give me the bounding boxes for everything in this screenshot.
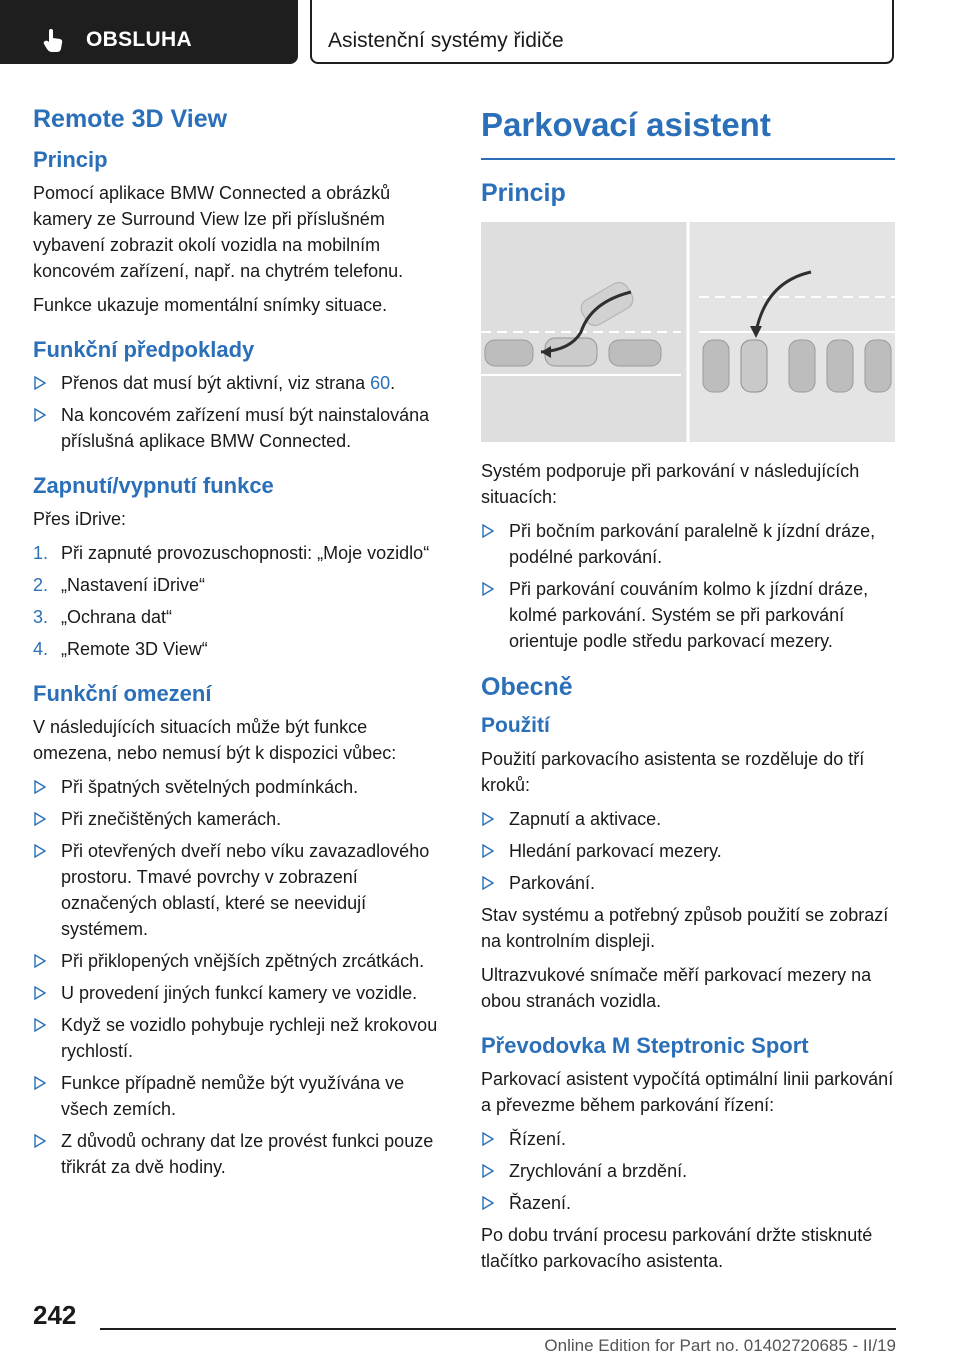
list-item — [481, 518, 895, 570]
list-item-text: Řízení. — [509, 1129, 567, 1149]
triangle-bullet-icon — [33, 1018, 47, 1032]
pouziti-text-3: Ultrazvukové snímače měří parkovací mezery na obou stranách vozidla. — [481, 965, 872, 1011]
omezeni-heading: Funkční omezení — [33, 681, 212, 706]
triangle-bullet-icon — [33, 954, 47, 968]
left-column — [33, 96, 447, 1186]
right-column — [481, 96, 895, 1282]
omezeni-list — [33, 774, 447, 1180]
triangle-bullet-icon — [33, 844, 47, 858]
list-item-text: Při bočním parkování paralelně k jízdní dráze, podélné parkování. — [509, 521, 876, 567]
omezeni-intro: V následujících situacích může být funkce omezena, nebo nemusí být k dispozici vůbec: — [33, 717, 397, 763]
pouziti-heading: Použití — [481, 714, 550, 737]
triangle-bullet-icon — [33, 408, 47, 422]
step-number: 3. — [33, 607, 49, 627]
breadcrumb — [310, 0, 894, 64]
list-item-text: Přenos dat musí být aktivní, viz strana — [61, 373, 371, 393]
step-text: Při zapnuté provozuschopnosti: „Moje vozidlo“ — [61, 543, 430, 563]
list-item — [33, 948, 447, 974]
triangle-bullet-icon — [481, 1196, 495, 1210]
step-number: 2. — [33, 575, 49, 595]
page-header — [0, 0, 960, 68]
triangle-bullet-icon — [481, 1164, 495, 1178]
prevodovka-text-2: Po dobu trvání procesu parkování držte stisknuté tlačítko parkovacího asistenta. — [481, 1225, 873, 1271]
list-item — [33, 838, 447, 942]
page-number: 242 — [33, 1300, 77, 1330]
step-text: „Nastavení iDrive“ — [61, 575, 206, 595]
zapnuti-intro: Přes iDrive: — [33, 509, 127, 529]
prevodovka-list — [481, 1126, 895, 1216]
list-item-text: Hledání parkovací mezery. — [509, 841, 722, 861]
princip-list-right — [481, 518, 895, 654]
obecne-heading: Obecně — [481, 673, 573, 701]
remote-3d-view-title: Remote 3D View — [33, 105, 228, 133]
pouziti-text: Použití parkovacího asistenta se rozděluje do tří kroků: — [481, 749, 865, 795]
triangle-bullet-icon — [33, 812, 47, 826]
parking-illustration — [481, 222, 895, 442]
list-item-text: U provedení jiných funkcí kamery ve vozidle. — [61, 983, 418, 1003]
list-item-text: Při přiklopených vnějších zpětných zrcátkách. — [61, 951, 425, 971]
step-item — [33, 604, 447, 630]
list-item — [33, 1128, 447, 1180]
list-item-text: Na koncovém zařízení musí být nainstalována příslušná aplikace BMW Connected. — [61, 405, 430, 451]
list-item — [33, 980, 447, 1006]
list-item-text: Řazení. — [509, 1193, 572, 1213]
page-link[interactable]: 60 — [370, 373, 391, 393]
zapnuti-heading: Zapnutí/vypnutí funkce — [33, 473, 274, 498]
list-item-text: Když se vozidlo pohybuje rychleji než krokovou rychlostí. — [61, 1015, 438, 1061]
list-item-text: Zrychlování a brzdění. — [509, 1161, 688, 1181]
list-item — [33, 370, 447, 396]
list-item — [33, 1012, 447, 1064]
list-item — [481, 576, 895, 654]
list-item — [481, 870, 895, 896]
list-item-text: Při znečištěných kamerách. — [61, 809, 282, 829]
hand-icon — [40, 26, 68, 54]
step-text: „Ochrana dat“ — [61, 607, 173, 627]
list-item — [33, 774, 447, 800]
princip-text-right: Systém podporuje při parkování v následujících situacích: — [481, 461, 860, 507]
step-item — [33, 636, 447, 662]
list-item-text: Při parkování couváním kolmo k jízdní dráze, kolmé parkování. Systém se při parkování orientuje podle středu parkovací mezery. — [509, 579, 869, 651]
breadcrumb-label: Asistenční systémy řidiče — [328, 29, 564, 52]
triangle-bullet-icon — [481, 524, 495, 538]
triangle-bullet-icon — [33, 780, 47, 794]
section-tab — [0, 0, 298, 64]
list-item-text: Při otevřených dveří nebo víku zavazadlového prostoru. Tmavé povrchy v zobrazení označených oblastí, které se neevidují systémem. — [61, 841, 430, 939]
list-item — [33, 1070, 447, 1122]
triangle-bullet-icon — [481, 844, 495, 858]
list-item — [33, 806, 447, 832]
steps-list — [33, 540, 447, 662]
princip-text-left-2: Funkce ukazuje momentální snímky situace. — [33, 295, 388, 315]
list-item — [481, 838, 895, 864]
triangle-bullet-icon — [33, 1134, 47, 1148]
list-item — [481, 1190, 895, 1216]
list-item-end: . — [390, 373, 396, 393]
pouziti-text-2: Stav systému a potřebný způsob použití se zobrazí na kontrolním displeji. — [481, 905, 889, 951]
list-item-text: Zapnutí a aktivace. — [509, 809, 662, 829]
list-item-text: Funkce případně nemůže být využívána ve všech zemích. — [61, 1073, 405, 1119]
list-item-text: Z důvodů ochrany dat lze provést funkci pouze třikrát za dvě hodiny. — [61, 1131, 434, 1177]
list-item-text: Při špatných světelných podmínkách. — [61, 777, 359, 797]
list-item — [33, 402, 447, 454]
step-number: 1. — [33, 543, 49, 563]
prevodovka-heading: Převodovka M Steptronic Sport — [481, 1033, 809, 1058]
list-item — [481, 1126, 895, 1152]
princip-text-left: Pomocí aplikace BMW Connected a obrázků kamery ze Surround View lze při příslušném vybavení zobrazit okolí vozidla na mobilním koncovém zařízení, např. na chytrém telefonu. — [33, 183, 404, 281]
princip-heading-left: Princip — [33, 147, 108, 172]
list-item — [481, 806, 895, 832]
princip-heading-right: Princip — [481, 179, 566, 207]
section-tab-label: OBSLUHA — [86, 28, 192, 51]
parking-assistant-title: Parkovací asistent — [481, 104, 895, 160]
list-item-text: Parkování. — [509, 873, 596, 893]
step-number: 4. — [33, 639, 49, 659]
step-text: „Remote 3D View“ — [61, 639, 208, 659]
triangle-bullet-icon — [481, 812, 495, 826]
predpoklady-heading: Funkční předpoklady — [33, 337, 255, 362]
step-item — [33, 540, 447, 566]
step-item — [33, 572, 447, 598]
triangle-bullet-icon — [481, 876, 495, 890]
list-item — [481, 1158, 895, 1184]
footer-divider — [100, 1328, 896, 1330]
pouziti-list — [481, 806, 895, 896]
edition-text: Online Edition for Part no. 01402720685 - II/19 — [544, 1336, 896, 1355]
prevodovka-text: Parkovací asistent vypočítá optimální linii parkování a převezme během parkování řízení: — [481, 1069, 894, 1115]
triangle-bullet-icon — [33, 376, 47, 390]
predpoklady-list — [33, 370, 447, 454]
triangle-bullet-icon — [33, 1076, 47, 1090]
triangle-bullet-icon — [481, 582, 495, 596]
triangle-bullet-icon — [481, 1132, 495, 1146]
triangle-bullet-icon — [33, 986, 47, 1000]
